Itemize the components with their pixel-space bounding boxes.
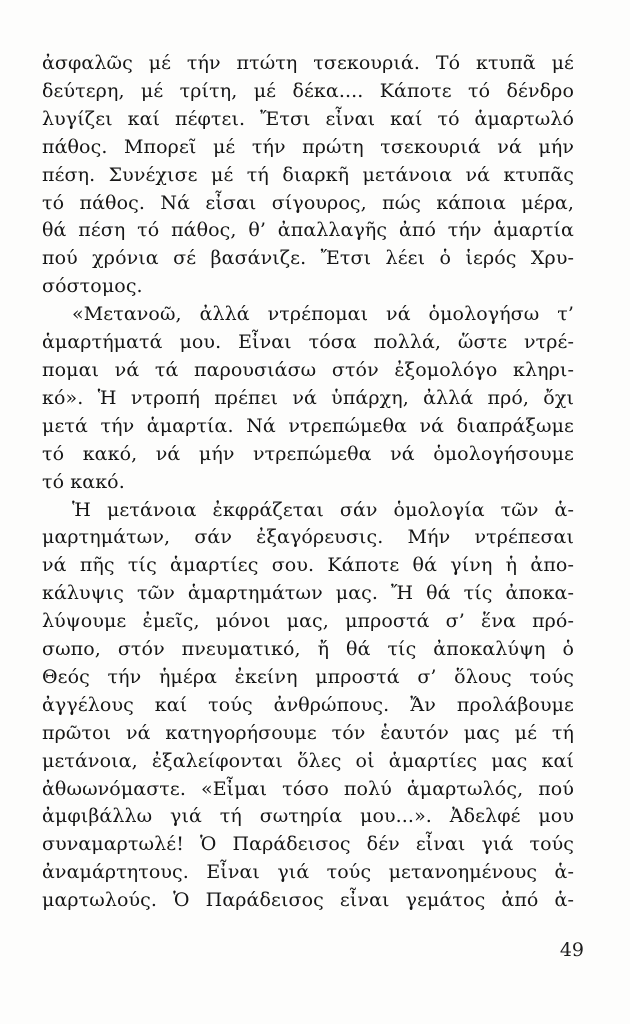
text-line: λυγίζει καί πέφτει. Ἔτσι εἶναι καί τό ἁμαρτωλό <box>42 107 574 130</box>
page-body-text <box>42 50 574 915</box>
text-line: μετά τήν ἁμαρτία. Νά ντρεπώμεθα νά διαπράξωμε <box>42 414 574 437</box>
text-line: κό». Ἡ ντροπή πρέπει νά ὑπάρχη, ἀλλά πρό, ὄχι <box>42 386 574 409</box>
text-line: ἀσφαλῶς μέ τήν πτώτη τσεκουριά. Τό κτυπᾶ μέ <box>42 52 574 74</box>
text-line: τό κακό. <box>42 470 125 493</box>
text-line: λύψουμε ἐμεῖς, μόνοι μας, μπροστά σ’ ἕνα πρό- <box>42 610 574 633</box>
text-line: μετάνοια, ἐξαλείφονται ὅλες οἱ ἁμαρτίες μας καί <box>42 749 574 772</box>
text-line: Θεός τήν ἡμέρα ἐκείνη μπροστά σ’ ὅλους τούς <box>42 665 574 688</box>
text-line: σωπο, στόν πνευματικό, ἤ θά τίς ἀποκαλύψη ὁ <box>42 638 574 661</box>
text-line: νά πῆς τίς ἁμαρτίες σου. Κάποτε θά γίνη ἡ ἀπο- <box>42 554 574 577</box>
text-line: σόστομος. <box>42 275 143 298</box>
text-line: κάλυψις τῶν ἁμαρτημάτων μας. Ἤ θά τίς ἀποκα- <box>42 582 574 605</box>
text-line: μαρτωλούς. Ὁ Παράδεισος εἶναι γεμάτος ἀπό ἁ- <box>42 889 574 912</box>
text-line: «Μετανοῶ, ἀλλά ντρέπομαι νά ὁμολογήσω τ’ <box>72 303 574 326</box>
text-line: τό πάθος. Νά εἶσαι σίγουρος, πώς κάποια μέρα, <box>42 191 574 214</box>
text-line: συναμαρτωλέ! Ὁ Παράδεισος δέν εἶναι γιά τούς <box>42 833 574 856</box>
text-line: ἀθωωνόμαστε. «Εἶμαι τόσο πολύ ἁμαρτωλός, πού <box>42 777 574 800</box>
text-line: μαρτημάτων, σάν ἐξαγόρευσις. Μήν ντρέπεσαι <box>42 526 574 549</box>
text-line: ἀγγέλους καί τούς ἀνθρώπους. Ἄν προλάβουμε <box>42 693 574 716</box>
text-line: δεύτερη, μέ τρίτη, μέ δέκα.... Κάποτε τό δένδρο <box>42 79 574 102</box>
text-line: τό κακό, νά μήν ντρεπώμεθα νά ὁμολογήσουμε <box>42 442 574 465</box>
text-line: πομαι νά τά παρουσιάσω στόν ἐξομολόγο κληρι- <box>42 358 574 381</box>
text-line: πέση. Συνέχισε μέ τή διαρκῆ μετάνοια νά κτυπᾶς <box>42 163 574 186</box>
text-line: Ἡ μετάνοια ἐκφράζεται σάν ὁμολογία τῶν ἁ- <box>72 498 574 521</box>
text-line: ἀμφιβάλλω γιά τή σωτηρία μου...». Ἀδελφέ μου <box>42 805 574 828</box>
text-line: ἁμαρτήματά μου. Εἶναι τόσα πολλά, ὥστε ντρέ- <box>42 331 574 354</box>
text-line: πάθος. Μπορεῖ μέ τήν πρώτη τσεκουριά νά μήν <box>42 135 574 158</box>
text-line: θά πέση τό πάθος, θ’ ἀπαλλαγῆς ἀπό τήν ἁμαρτία <box>42 219 574 242</box>
text-line: ἀναμάρτητους. Εἶναι γιά τούς μετανοημένους ἁ- <box>42 861 574 884</box>
page-number: 49 <box>559 939 584 961</box>
text-line: πρῶτοι νά κατηγορήσουμε τόν ἑαυτόν μας μέ τή <box>42 721 574 744</box>
text-line: πού χρόνια σέ βασάνιζε. Ἔτσι λέει ὁ ἱερός Χρυ- <box>42 247 574 270</box>
